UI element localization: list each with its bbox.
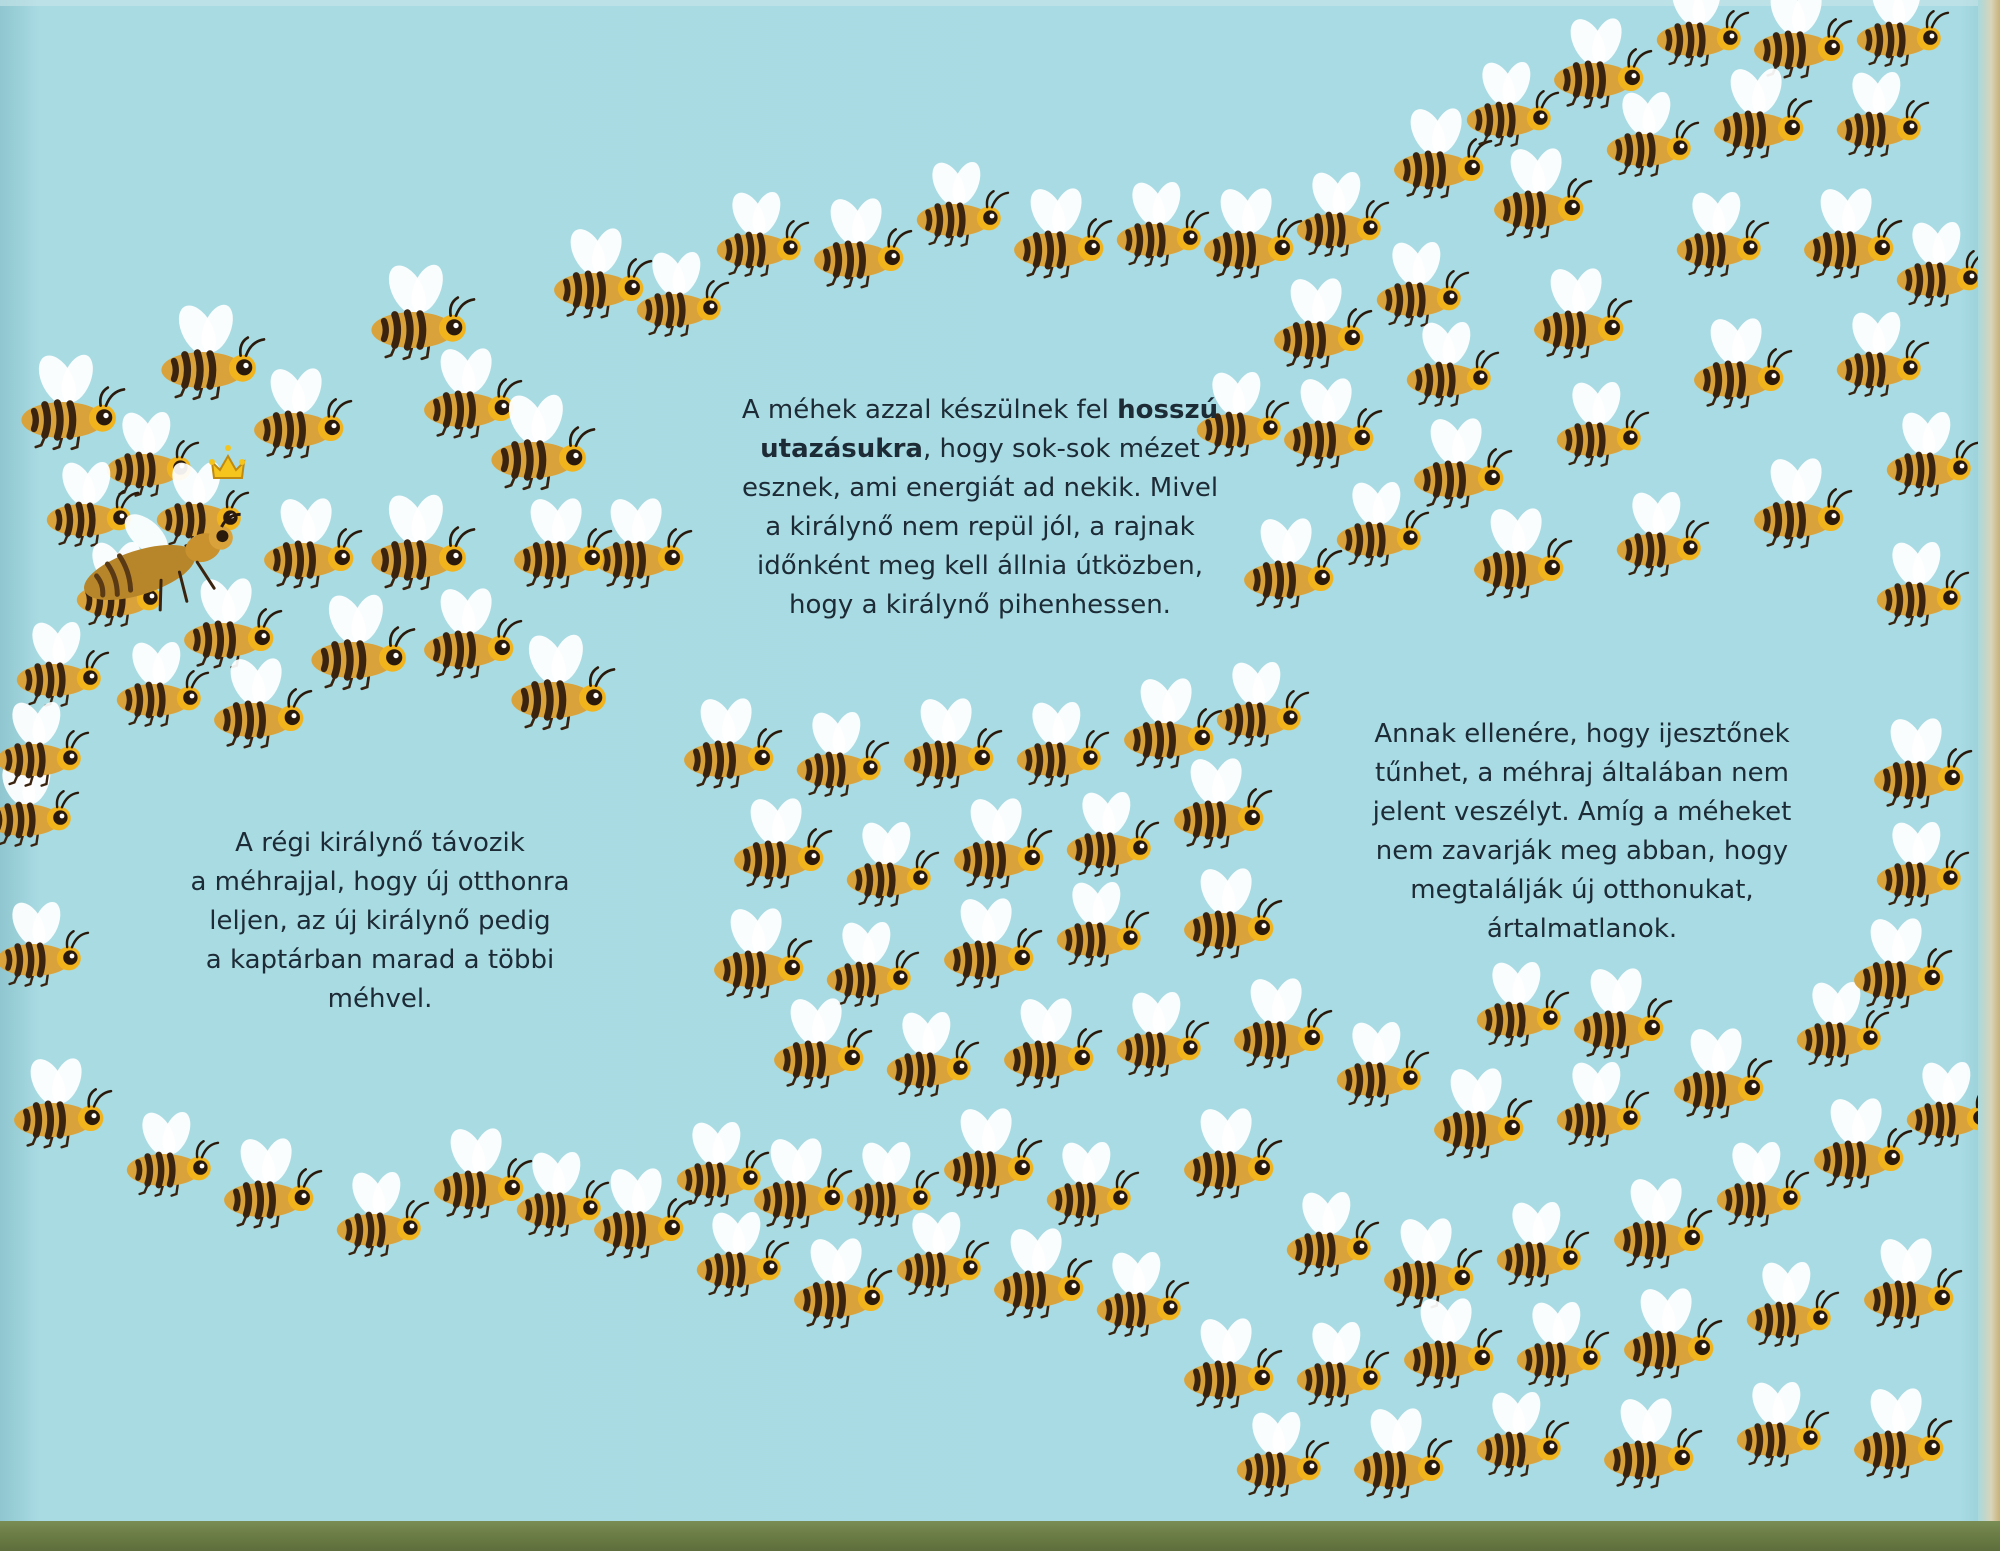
worker-bee bbox=[0, 697, 88, 785]
worker-bee bbox=[1184, 863, 1281, 957]
worker-bee bbox=[1184, 1313, 1281, 1407]
worker-bee bbox=[917, 157, 1008, 245]
text-line: a kaptárban marad a többi bbox=[205, 945, 555, 975]
worker-bee bbox=[254, 363, 351, 457]
worker-bee bbox=[1284, 373, 1381, 467]
worker-bee bbox=[1354, 1403, 1451, 1497]
worker-bee bbox=[337, 1167, 428, 1255]
worker-bee bbox=[311, 589, 414, 688]
worker-bee bbox=[1414, 413, 1511, 507]
worker-bee bbox=[511, 629, 614, 728]
worker-bee bbox=[214, 653, 311, 747]
worker-bee bbox=[1857, 0, 1948, 66]
worker-bee bbox=[1404, 1293, 1501, 1387]
worker-bee bbox=[1617, 487, 1708, 575]
worker-bee bbox=[1717, 1137, 1808, 1225]
worker-bee bbox=[814, 193, 911, 287]
worker-bee bbox=[1337, 1017, 1428, 1105]
worker-bee bbox=[1874, 713, 1971, 807]
worker-bee bbox=[184, 573, 281, 667]
worker-bee bbox=[847, 1137, 938, 1225]
worker-bee bbox=[1897, 217, 1988, 305]
worker-bee bbox=[994, 1223, 1091, 1317]
text-line: időnként meg kell állnia útközben, bbox=[757, 551, 1203, 581]
worker-bee bbox=[1854, 913, 1951, 1007]
worker-bee bbox=[827, 917, 918, 1005]
worker-bee bbox=[774, 993, 871, 1087]
worker-bee bbox=[424, 583, 521, 677]
worker-bee bbox=[1877, 817, 1968, 905]
worker-bee bbox=[17, 617, 108, 705]
text-line: megtalálják új otthonukat, bbox=[1410, 875, 1754, 905]
worker-bee bbox=[1467, 57, 1558, 145]
worker-bee bbox=[944, 1103, 1041, 1197]
worker-bee bbox=[1234, 973, 1331, 1067]
worker-bee bbox=[1534, 263, 1631, 357]
worker-bee bbox=[1607, 87, 1698, 175]
text-line: Annak ellenére, hogy ijesztőnek bbox=[1374, 719, 1790, 749]
worker-bee bbox=[677, 1117, 768, 1205]
worker-bee bbox=[1297, 1317, 1388, 1405]
worker-bee bbox=[1557, 377, 1648, 465]
worker-bee bbox=[1604, 1393, 1701, 1487]
worker-bee bbox=[1864, 1233, 1961, 1327]
worker-bee bbox=[734, 793, 831, 887]
worker-bee bbox=[1754, 0, 1851, 77]
worker-bee bbox=[594, 493, 691, 587]
text-line: nem zavarják meg abban, hogy bbox=[1375, 836, 1789, 866]
worker-bee bbox=[1237, 1407, 1328, 1495]
worker-bee bbox=[1554, 13, 1651, 107]
worker-bee bbox=[1657, 0, 1748, 66]
worker-bee bbox=[1004, 993, 1101, 1087]
worker-bee bbox=[1474, 503, 1571, 597]
worker-bee bbox=[1694, 313, 1791, 407]
worker-bee bbox=[424, 343, 521, 437]
worker-bee bbox=[1184, 1103, 1281, 1197]
worker-bee bbox=[717, 187, 808, 275]
worker-bee bbox=[1434, 1063, 1531, 1157]
worker-bee bbox=[1497, 1197, 1588, 1285]
worker-bee bbox=[754, 1133, 851, 1227]
worker-bee bbox=[1494, 143, 1591, 237]
worker-bee bbox=[1217, 657, 1308, 745]
worker-bee bbox=[1174, 753, 1271, 847]
worker-bee bbox=[1674, 1023, 1771, 1117]
worker-bee bbox=[954, 793, 1051, 887]
worker-bee bbox=[161, 299, 264, 398]
worker-bee bbox=[1837, 67, 1928, 155]
worker-bee bbox=[127, 1107, 218, 1195]
bold-text: utazásukra bbox=[760, 434, 923, 464]
worker-bee bbox=[371, 489, 474, 588]
worker-bee bbox=[897, 1207, 988, 1295]
text-line: a királynő nem repül jól, a rajnak bbox=[765, 512, 1195, 542]
worker-bee bbox=[1014, 183, 1111, 277]
worker-bee bbox=[847, 817, 938, 905]
worker-bee bbox=[1747, 1257, 1838, 1345]
worker-bee bbox=[1814, 1093, 1911, 1187]
worker-bee bbox=[1677, 187, 1768, 275]
worker-bee bbox=[1117, 987, 1208, 1075]
worker-bee bbox=[554, 223, 651, 317]
worker-bee bbox=[14, 1053, 111, 1147]
crown-icon bbox=[209, 445, 245, 478]
worker-bee bbox=[1477, 1387, 1568, 1475]
worker-bee bbox=[1067, 787, 1158, 875]
worker-bee bbox=[1204, 183, 1301, 277]
worker-bee bbox=[904, 693, 1001, 787]
worker-bee bbox=[0, 897, 88, 985]
worker-bee bbox=[1574, 963, 1671, 1057]
worker-bee bbox=[1737, 1377, 1828, 1465]
text-line: esznek, ami energiát ad nekik. Mivel bbox=[741, 473, 1219, 503]
worker-bee bbox=[1047, 1137, 1138, 1225]
worker-bee bbox=[1557, 1057, 1648, 1145]
worker-bee bbox=[1407, 317, 1498, 405]
page-edge-right bbox=[1978, 0, 2000, 1551]
worker-bee bbox=[21, 349, 124, 448]
text-line: utazásukra, hogy sok-sok mézet bbox=[760, 434, 1200, 464]
worker-bee bbox=[1384, 1213, 1481, 1307]
worker-bee bbox=[944, 893, 1041, 987]
worker-bee bbox=[684, 693, 781, 787]
text-line: leljen, az új királynő pedig bbox=[209, 906, 551, 936]
worker-bee bbox=[1117, 177, 1208, 265]
worker-bee bbox=[1877, 537, 1968, 625]
worker-bee bbox=[1624, 1283, 1721, 1377]
worker-bee bbox=[1124, 673, 1221, 767]
text-line: hogy a királynő pihenhessen. bbox=[789, 590, 1171, 620]
text-line: jelent veszélyt. Amíg a méheket bbox=[1372, 797, 1792, 827]
text-line: A régi királynő távozik bbox=[235, 828, 525, 858]
worker-bee bbox=[264, 493, 361, 587]
worker-bee bbox=[1337, 477, 1428, 565]
worker-bee bbox=[1377, 237, 1468, 325]
worker-bee bbox=[1017, 697, 1108, 785]
worker-bee bbox=[887, 1007, 978, 1095]
worker-bee bbox=[1057, 877, 1148, 965]
text-line: A méhek azzal készülnek fel hosszú bbox=[741, 395, 1219, 425]
worker-bee bbox=[714, 903, 811, 997]
worker-bee bbox=[1754, 453, 1851, 547]
text-line: tűnhet, a méhraj általában nem bbox=[1375, 758, 1789, 788]
worker-bee bbox=[1297, 167, 1388, 255]
worker-bee bbox=[794, 1233, 891, 1327]
worker-bee bbox=[1287, 1187, 1378, 1275]
worker-bee bbox=[1714, 63, 1811, 157]
worker-bee bbox=[1517, 1297, 1608, 1385]
bold-text: hosszú bbox=[1117, 395, 1219, 425]
worker-bee bbox=[1804, 183, 1901, 277]
text-line: a méhrajjal, hogy új otthonra bbox=[190, 867, 570, 897]
worker-bee bbox=[1837, 307, 1928, 395]
text-block-preparation bbox=[700, 391, 1260, 625]
worker-bee bbox=[434, 1123, 531, 1217]
book-cover-edge bbox=[0, 1521, 2000, 1551]
worker-bee bbox=[594, 1163, 691, 1257]
worker-bee bbox=[797, 707, 888, 795]
worker-bee bbox=[224, 1133, 321, 1227]
worker-bee bbox=[1887, 407, 1978, 495]
worker-bee bbox=[1477, 957, 1568, 1045]
worker-bee bbox=[1614, 1173, 1711, 1267]
text-line: ártalmatlanok. bbox=[1486, 914, 1678, 944]
worker-bee bbox=[1274, 273, 1371, 367]
worker-bee bbox=[1097, 1247, 1188, 1335]
text-block-swarm-safety bbox=[1372, 715, 1792, 949]
worker-bee bbox=[514, 493, 611, 587]
text-block-old-queen bbox=[170, 824, 590, 1019]
worker-bee bbox=[1854, 1383, 1951, 1477]
worker-bee bbox=[371, 259, 474, 358]
text-line: méhvel. bbox=[327, 984, 433, 1014]
